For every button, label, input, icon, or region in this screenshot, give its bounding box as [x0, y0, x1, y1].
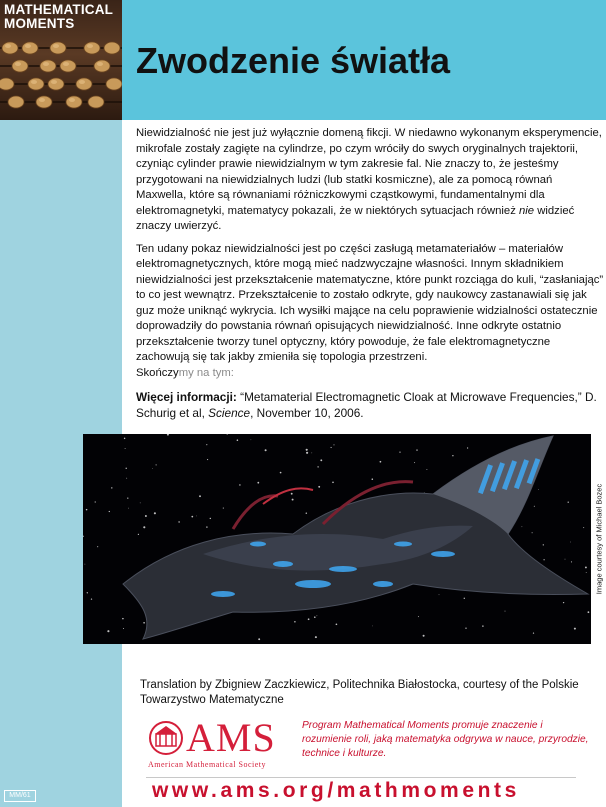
star: [423, 635, 425, 637]
star: [257, 482, 259, 484]
star: [294, 621, 296, 623]
ams-logo: [148, 716, 298, 772]
issue-code-badge: MM/61: [4, 790, 36, 802]
left-color-strip: [0, 0, 122, 807]
star: [191, 516, 193, 518]
star: [416, 449, 417, 450]
star: [145, 515, 147, 517]
star: [317, 466, 318, 467]
paragraph-1-end: widzieć znaczy uwierzyć.: [136, 204, 575, 232]
star: [280, 472, 282, 474]
star: [124, 438, 125, 439]
star: [97, 546, 98, 547]
star: [574, 628, 576, 630]
star: [306, 449, 308, 451]
star: [563, 602, 564, 603]
star: [152, 468, 153, 469]
ams-letters: AMS: [186, 715, 276, 760]
star: [140, 503, 141, 504]
star: [538, 489, 539, 490]
star: [586, 572, 587, 573]
star: [122, 618, 124, 620]
star: [128, 508, 129, 509]
star: [543, 544, 544, 545]
cloaked-spaceship-illustration: [83, 434, 591, 644]
closing-line-end: my na tym:: [178, 366, 234, 379]
star: [522, 526, 523, 527]
star: [85, 564, 86, 565]
star: [111, 487, 112, 488]
star: [143, 622, 145, 624]
image-credit-text: Image courtesy of Michael Bozec: [594, 483, 604, 595]
star: [533, 632, 534, 633]
star: [265, 449, 267, 451]
star: [399, 451, 400, 452]
star: [239, 484, 240, 485]
star: [336, 623, 338, 625]
star: [206, 444, 207, 445]
star: [258, 638, 260, 640]
star: [178, 521, 179, 522]
star: [532, 532, 533, 533]
star: [95, 501, 96, 502]
logo-line-2: MOMENTS: [4, 16, 75, 31]
star: [571, 561, 572, 562]
star: [306, 452, 308, 454]
star: [426, 469, 427, 470]
logo-text: [4, 3, 113, 31]
image-credit: [592, 434, 606, 644]
star: [291, 493, 293, 495]
star: [138, 534, 139, 535]
closing-line: [136, 366, 604, 382]
translation-credit: Translation by Zbigniew Zaczkiewicz, Politechnika Białostocka, courtesy of the Polskie Towarzystwo Matematyczne: [140, 679, 579, 706]
star: [237, 439, 239, 441]
more-information-reference: “Metamaterial Electromagnetic Cloak at Microwave Frequencies,” D. Schurig et al,: [136, 390, 597, 420]
ams-society-name: American Mathematical Society: [148, 760, 267, 769]
star: [588, 611, 590, 613]
more-information-date: , November 10, 2006.: [250, 406, 364, 420]
star: [314, 616, 316, 618]
star: [210, 518, 211, 519]
star: [568, 502, 569, 503]
star: [372, 626, 373, 627]
star: [308, 618, 310, 620]
star: [207, 459, 208, 460]
star: [320, 459, 322, 461]
star: [251, 439, 252, 440]
star: [107, 630, 109, 632]
star: [91, 598, 92, 599]
star: [109, 511, 110, 512]
mathematical-moments-logo: [0, 0, 122, 120]
paragraph-1-text: Niewidzialność nie jest już wyłącznie domeną fikcji. W niedawno wykonanym eksperymencie, mikrofale zostały zagięte na cylindrze, po czym wróciły do swych oryginalnych trajektorii, czyniąc cylinder prawie niewidzialnym w tym zakresie fal. Nie znaczy to, że jesteśmy przygotowani na niewidzialnych ludzi (lub statki kosmiczne), ale za pomocą równań Maxwella, które są równaniami różniczkowymi cząstkowymi, fundamentalnymi dla elektromagnetyki, matematycy pokazali, że w niektórych sytuacjach również: [136, 127, 602, 217]
star: [372, 478, 374, 480]
paragraph-2: Ten udany pokaz niewidzialności jest po części zasługą metamateriałów – materiałów elektromagnetycznych, które mogą mieć nadzwyczajne własności. Innym składnikiem niewidzialności jest przekształcenie matematyczne, które punkt rozciąga do kuli, “zasłaniając” to co jest wewnątrz. Przekształcenie to zostało odkryte, gdy naukowcy zastanawiali się jak guz może uniknąć wykrycia. Ich wysiłki mające na celu poprawienie widzialności ostatecznie doprowadziły do powstania równań opisujących niewidzialność. Inne odkryte ostatnio przekształcenie tworzy tunel optyczny, który powoduje, że fale elektromagnetyczne zachowują się tak jakby zmieniła się topologia przestrzeni.: [136, 242, 604, 363]
star: [311, 453, 312, 454]
star: [223, 508, 224, 509]
star: [543, 559, 544, 560]
star: [127, 497, 128, 498]
star: [306, 512, 307, 513]
spaceship-image: [83, 434, 591, 644]
closing-line-start: Skończy: [136, 366, 179, 379]
star: [465, 628, 466, 629]
star: [570, 542, 571, 543]
star: [196, 516, 197, 517]
star: [380, 461, 382, 463]
page-title: Zwodzenie światła: [136, 40, 451, 81]
star: [452, 455, 453, 456]
star: [126, 478, 127, 479]
star: [86, 509, 88, 511]
star: [126, 468, 127, 469]
logo-line-1: MATHEMATICAL: [4, 2, 114, 17]
star: [206, 526, 207, 527]
star: [583, 527, 584, 528]
more-information-journal: Science: [208, 406, 251, 420]
star: [332, 482, 334, 484]
star: [467, 447, 468, 448]
star: [331, 447, 332, 448]
star: [418, 616, 419, 617]
star: [565, 559, 566, 560]
star: [439, 594, 440, 595]
star: [156, 464, 157, 465]
abacus-image: [0, 34, 122, 120]
star: [154, 512, 156, 514]
star: [585, 566, 587, 568]
star: [464, 598, 465, 599]
star: [414, 462, 415, 463]
star: [125, 448, 126, 449]
star: [199, 495, 201, 497]
ams-emblem-icon: [148, 718, 184, 758]
footer-divider: [146, 777, 576, 778]
article-body: [136, 126, 604, 421]
star: [534, 506, 535, 507]
program-description: Program Mathematical Moments promuje znaczenie i rozumienie roli, jaką matematyka odgrywa w nauce, przyrodzie, technice i kulturze.: [302, 720, 589, 759]
star: [333, 444, 334, 445]
star: [123, 628, 124, 629]
star: [505, 611, 506, 612]
star: [482, 625, 483, 626]
more-information-label: Więcej informacji:: [136, 390, 237, 404]
paragraph-1: [136, 126, 604, 235]
star: [87, 592, 88, 593]
star: [318, 486, 320, 488]
star: [315, 636, 317, 638]
paragraph-1-emphasis: nie: [519, 204, 535, 217]
star: [317, 615, 318, 616]
star: [143, 526, 145, 528]
more-information: [136, 389, 604, 421]
star: [292, 499, 294, 501]
mathmoments-url-link[interactable]: www.ams.org/mathmoments: [152, 779, 520, 802]
